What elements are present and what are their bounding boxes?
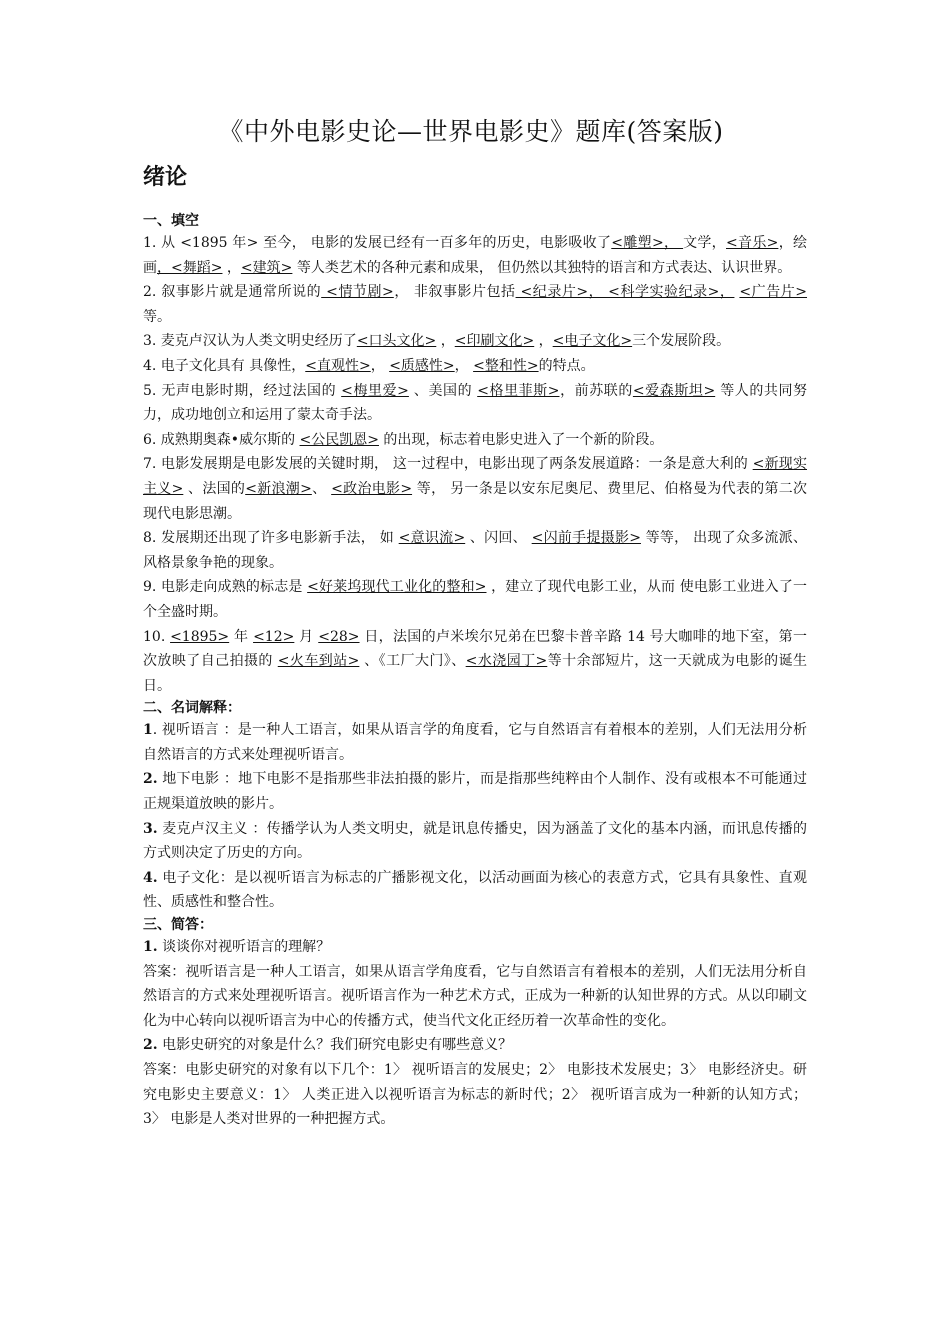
answer: 答案：电影史研究的对象有以下几个：1〉 视听语言的发展史；2〉 电影技术发展史；3〉 电影经济史。研究电影史主要意义：1〉 人类正进入以视听语言为标志的新时代；2〉 视听语言成为一种新的认知方式；3〉 电影是人类对世界的一种把握方式。 — [143, 1062, 807, 1128]
question-text: 年 — [229, 628, 254, 645]
question-text: 7. 电影发展期是电影发展的关键时期， 这一过程中，电影出现了两条发展道路：一条是意大利的 — [143, 456, 753, 473]
answer-blank: <广告片> — [739, 284, 808, 301]
question-text: ，绘画 — [143, 235, 808, 276]
question-text: 、法国的 — [183, 480, 246, 497]
answer: 答案：视听语言是一种人工语言，如果从语言学角度看，它与自然语言有着根本的差别，人们无法用分析自然语言的方式来处理视听语言。视听语言作为一种艺术方式，正成为一种新的认知世界的方式。从以印刷文化为中心转向以视听语言为中心的传播方式，使当代文化正经历着一次革命性的变化。 — [143, 963, 807, 1029]
fill-blank-item — [143, 428, 807, 453]
answer-blank: <28> — [318, 628, 360, 645]
question-text: ， — [454, 357, 474, 374]
answer-blank: <情节剧> — [321, 284, 394, 301]
answer-blank: <新现实主义> — [143, 456, 807, 497]
term-item: 4. 电子文化：是以视听语言为标志的广播影视文化，以活动画面为核心的表意方式，它具有具象性、直观性、质感性和整合性。 — [143, 869, 807, 911]
question-text: 三个发展阶段。 — [632, 333, 731, 350]
answer-blank: <质感性> — [389, 357, 455, 374]
question-text: ， 非叙事影片包括 — [393, 284, 516, 301]
answer-blank: <电子文化> — [552, 333, 633, 350]
question-text: 、美国的 — [408, 382, 478, 399]
question-text: ， — [534, 333, 553, 350]
short-answer-list — [143, 935, 807, 1132]
question-text: 等。 — [143, 308, 171, 325]
answer-blank: <整和性> — [473, 357, 539, 374]
question-text: 等十余部短片，这一天就成为电影的诞生日。 — [143, 653, 807, 694]
section-heading-short-answer: 三、简答： — [143, 917, 213, 934]
question-text: 10. — [143, 628, 171, 645]
answer-blank: <雕塑>， — [611, 235, 684, 251]
chapter-heading: 绪论 — [143, 165, 188, 190]
answer-blank: <建筑> — [240, 259, 293, 276]
term-item: 1. 视听语言 ：是一种人工语言，如果从语言学的角度看，它与自然语言有着根本的差别，人们无法用分析自然语言的方式来处理视听语言。 — [143, 722, 807, 763]
question-text: 、 — [311, 480, 332, 497]
fill-blank-list — [143, 231, 807, 698]
question-text: 1. 从 — [143, 235, 181, 251]
answer-blank: <印刷文化> — [454, 333, 535, 350]
question-text: 的特点。 — [538, 357, 595, 374]
question-text: 2. 叙事影片就是通常所说的 — [143, 284, 322, 301]
fill-blank-item — [143, 354, 807, 379]
answer-blank: <新浪潮> — [245, 480, 312, 497]
question: 1. 谈谈你对视听语言的理解？ — [143, 939, 331, 956]
term-item: 3. 麦克卢汉主义 ：传播学认为人类文明史，就是讯息传播史，因为涵盖了文化的基本内涵，而讯息传播的方式则决定了历史的方向。 — [143, 820, 807, 862]
answer-blank: <爱森斯坦> — [632, 382, 716, 399]
fill-blank-item — [143, 329, 807, 354]
question-text: 4. 电子文化具有 具像性， — [143, 357, 306, 374]
answer-blank: <好莱坞现代工业化的整和> — [307, 579, 487, 596]
answer-blank: <梅里爱> — [341, 382, 409, 399]
answer-blank: <纪录片>， <科学实验纪录>， — [515, 284, 735, 301]
question-text: ， — [436, 333, 455, 350]
fill-blank-item — [143, 575, 807, 624]
answer-blank: <意识流> — [398, 530, 466, 547]
question-text: 、《工厂大门》、 — [359, 653, 466, 670]
question-text: 日，法国的卢米埃尔兄弟在巴黎卡普辛路 14 号大咖啡的地下室，第一次放映了自己拍摄的 — [143, 628, 808, 670]
question-text: 等人的共同努力，成功地创立和运用了蒙太奇手法。 — [143, 382, 808, 424]
fill-blank-item — [143, 625, 807, 699]
terms-list — [143, 718, 807, 915]
question-text: 月 — [294, 628, 319, 645]
question-text: 6. 成熟期奥森•威尔斯的 — [143, 431, 300, 448]
section-heading-terms: 二、名词解释： — [143, 700, 241, 717]
answer-blank: <水浇园丁> — [465, 653, 548, 670]
term-item: 2. 地下电影 ：地下电影不是指那些非法拍摄的影片，而是指那些纯粹由个人制作、没有或根本不可能通过正规渠道放映的影片。 — [143, 771, 807, 813]
question-text: 9. 电影走向成熟的标志是 — [143, 579, 308, 596]
answer-blank: <口头文化> — [356, 333, 437, 350]
section-heading-fill-blank: 一、填空 — [143, 213, 199, 229]
answer-blank: <12> — [253, 628, 295, 645]
document-page — [143, 112, 807, 1132]
answer-blank: <音乐> — [726, 235, 779, 251]
question-text: 、闪回、 — [465, 530, 532, 547]
fill-blank-item — [143, 452, 807, 526]
answer-blank: <1895> — [170, 628, 230, 645]
question-text: 至今， 电影的发展已经有一百多年的历史，电影吸收了 — [258, 235, 612, 251]
question-text: ，前苏联的 — [559, 382, 633, 399]
question-text: 的出现，标志着电影史进入了一个新的阶段。 — [378, 431, 664, 448]
question-text: ， — [370, 357, 390, 374]
answer-blank: ，<舞蹈> — [157, 259, 223, 276]
answer-blank: <公民凯恩> — [299, 431, 379, 448]
question-text: 5. 无声电影时期，经过法国的 — [143, 382, 342, 399]
question-text: 等人类艺术的各种元素和成果， 但仍然以其独特的语言和方式表达、认识世界。 — [292, 259, 792, 276]
question-text: 等等， 出现了众多流派、风格景象争艳的现象。 — [143, 530, 807, 571]
question-text: 文学， — [683, 235, 726, 251]
question-text: ，建立了现代电影工业，从而 使电影工业进入了一个全盛时期。 — [143, 579, 807, 620]
question-text: 8. 发展期还出现了许多电影新手法， 如 — [143, 530, 399, 547]
question-text: 等， 另一条是以安东尼奥尼、费里尼、伯格曼为代表的第二次现代电影思潮。 — [143, 480, 808, 522]
document-title: 《中外电影史论—世界电影史》题库(答案版) — [218, 117, 724, 146]
answer-blank: <直观性> — [305, 357, 371, 374]
question-text: <1895 年> — [180, 235, 259, 251]
question-text: ， — [222, 259, 241, 276]
fill-blank-item — [143, 231, 807, 280]
question-text: 3. 麦克卢汉认为人类文明史经历了 — [143, 333, 357, 350]
answer-blank: <闪前手提摄影> — [531, 530, 641, 547]
answer-blank: <格里菲斯> — [477, 382, 560, 399]
answer-blank: <政治电影> — [331, 480, 413, 497]
question: 2. 电影史研究的对象是什么？我们研究电影史有哪些意义？ — [143, 1037, 513, 1054]
fill-blank-item — [143, 280, 807, 329]
fill-blank-item — [143, 526, 807, 575]
answer-blank: <火车到站> — [277, 653, 360, 670]
fill-blank-item — [143, 379, 807, 428]
